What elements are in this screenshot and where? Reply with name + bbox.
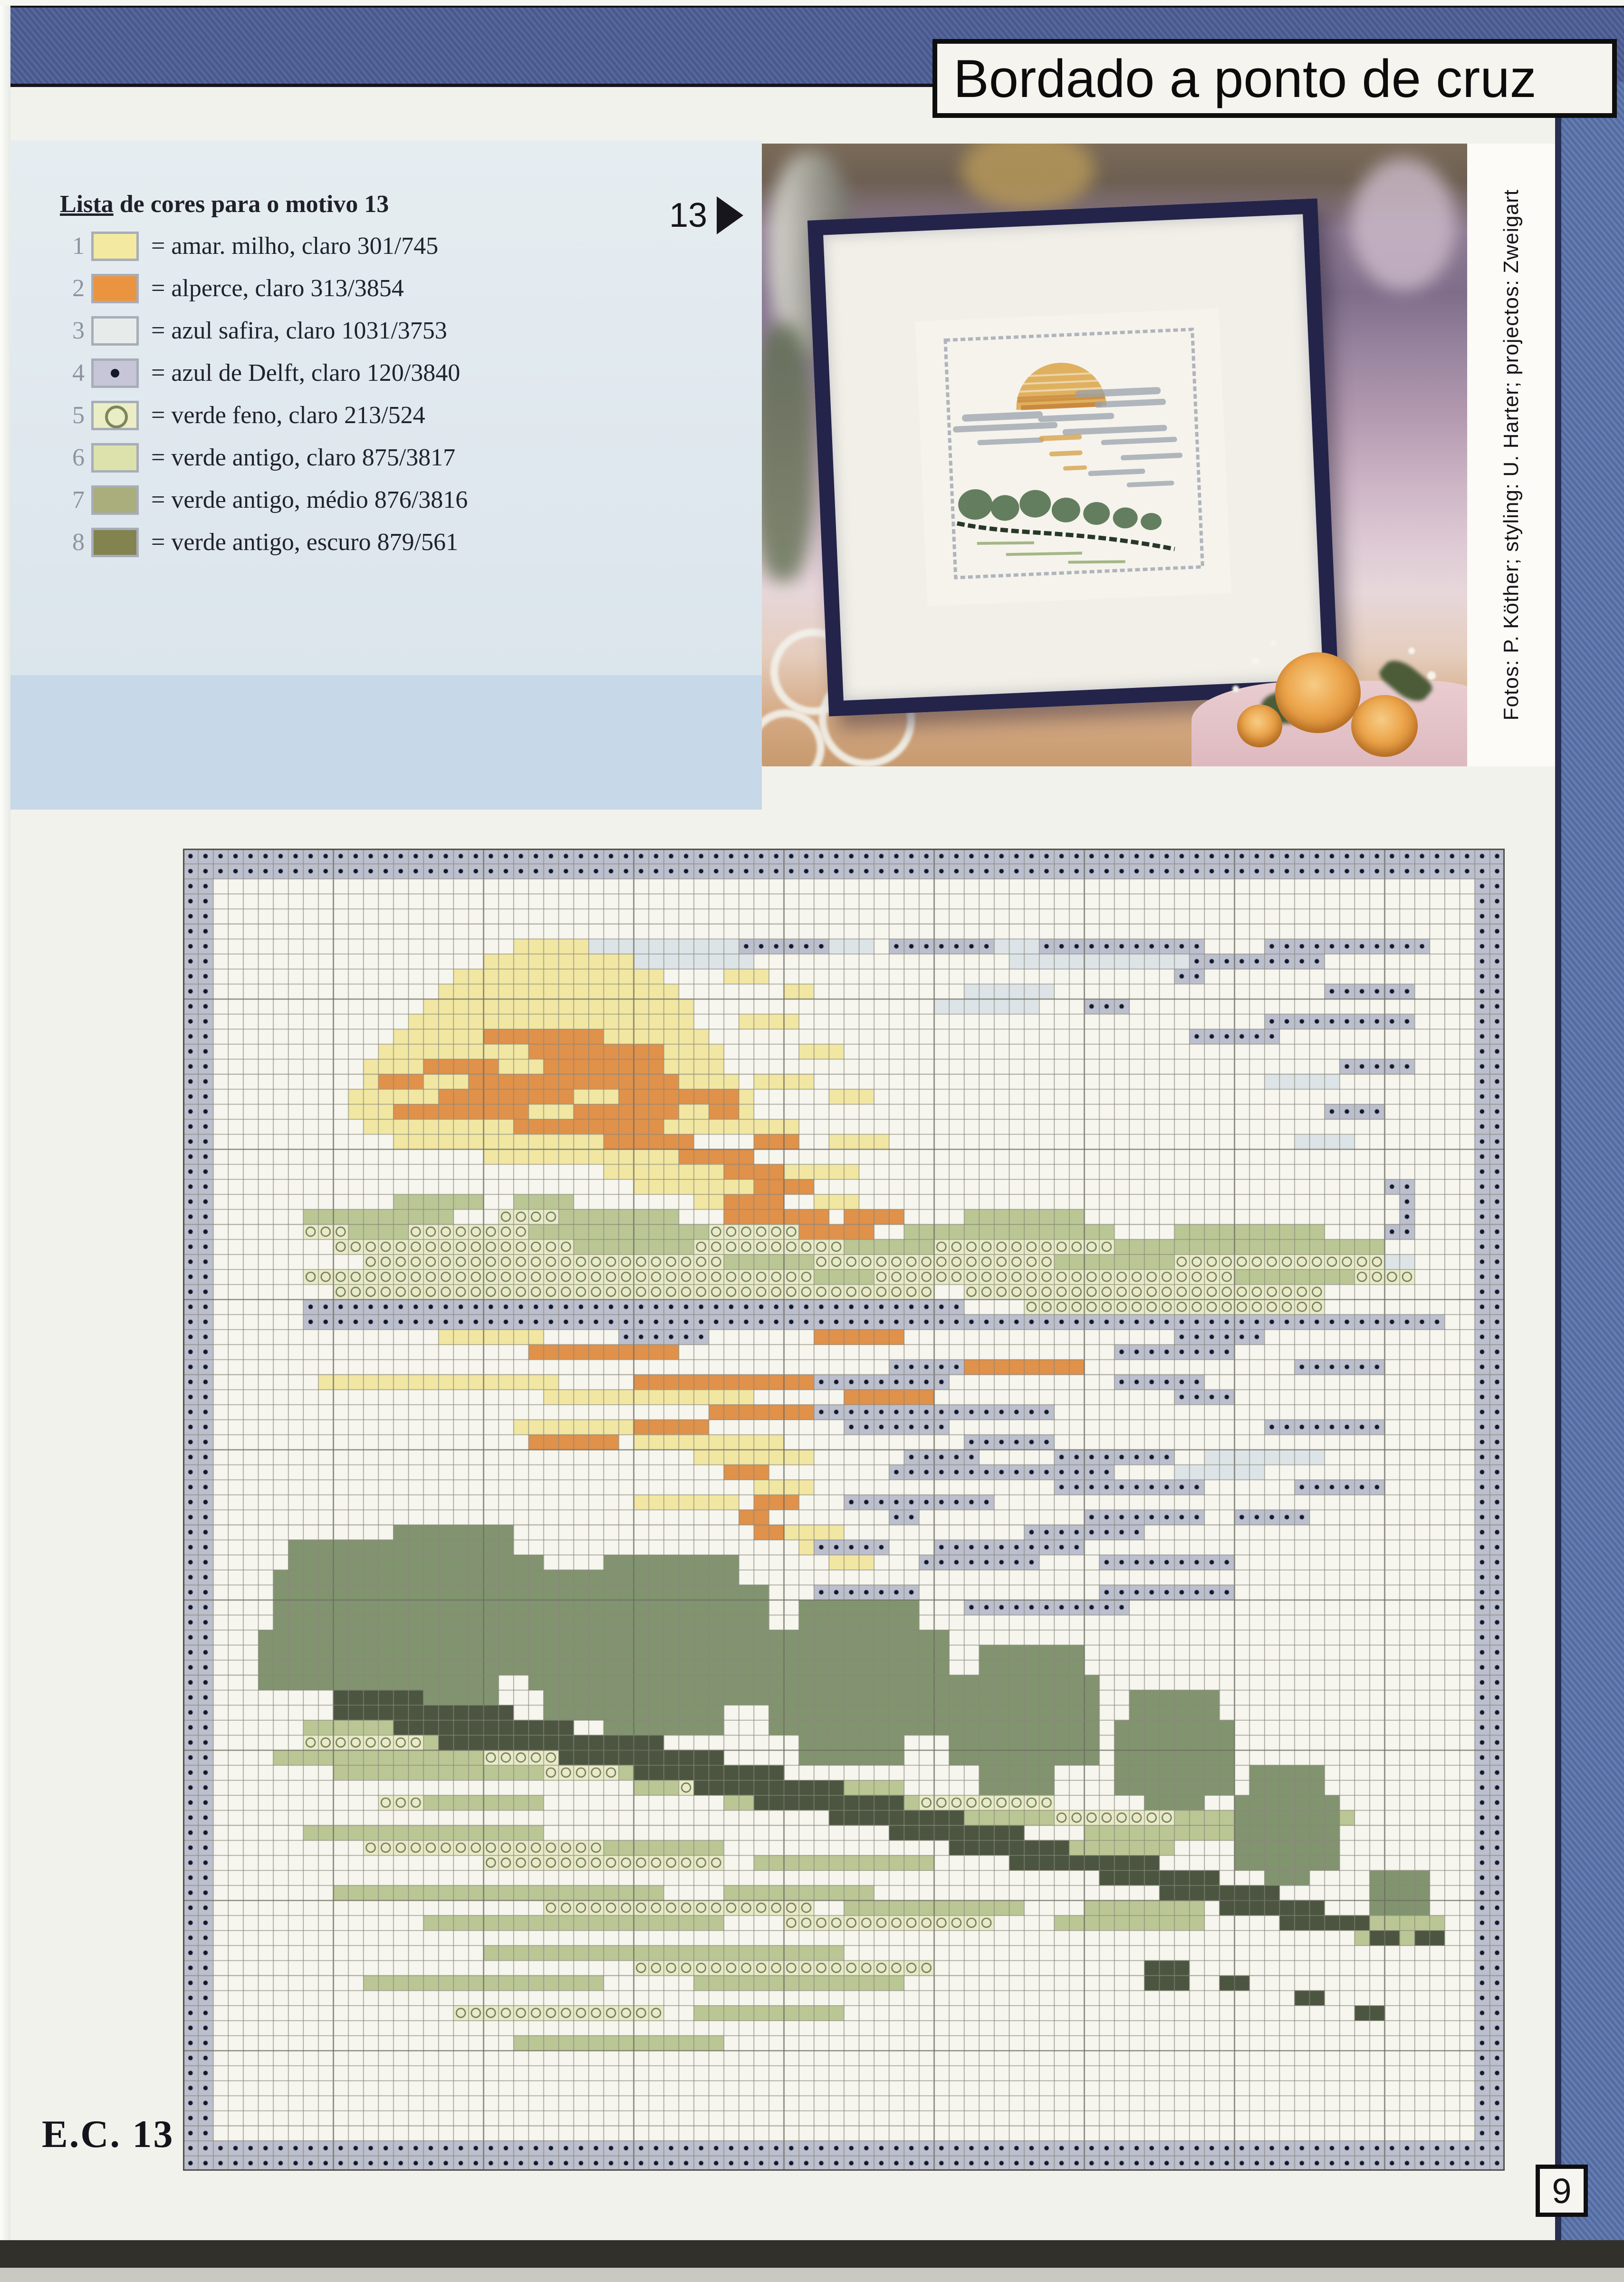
color-list-item (60, 436, 725, 479)
color-list-item (60, 394, 725, 436)
styled-photo (762, 144, 1467, 766)
color-swatch (91, 528, 139, 557)
green-glass (762, 324, 814, 581)
color-list-item (60, 352, 725, 394)
color-list-item (60, 479, 725, 521)
color-item-label: = verde antigo, claro 875/3817 (151, 444, 456, 471)
color-item-number: 4 (72, 359, 85, 387)
color-list-item (60, 521, 725, 563)
dot-symbol-icon (111, 369, 119, 377)
color-item-label: = verde antigo, escuro 879/561 (151, 529, 458, 556)
color-item-number: 1 (72, 232, 85, 260)
color-list-item (60, 267, 725, 309)
orange-rosebud (1237, 705, 1282, 747)
bottom-shadow-band (0, 2240, 1624, 2268)
figure-callout (669, 196, 743, 235)
color-swatch (91, 485, 139, 515)
color-swatch (91, 232, 139, 261)
color-swatch (91, 443, 139, 473)
color-item-label: = azul de Delft, claro 120/3840 (151, 359, 461, 387)
color-items (60, 225, 725, 563)
color-item-label: = azul safira, claro 1031/3753 (151, 317, 447, 344)
color-list-title (60, 190, 725, 218)
color-item-number: 2 (72, 275, 85, 302)
page-left-edge (0, 6, 10, 2240)
color-swatch (91, 358, 139, 388)
color-list-title-word: Lista (60, 191, 114, 218)
chart-label: E.C. 13 (42, 2112, 174, 2156)
denim-right-band (1555, 82, 1624, 2240)
color-item-number: 7 (72, 486, 85, 513)
cross-stitch-chart-canvas (183, 849, 1505, 2171)
color-swatch (91, 401, 139, 430)
embroidery-motif (915, 308, 1231, 606)
orange-rose (1351, 695, 1418, 757)
color-list-item (60, 309, 725, 352)
color-item-label: = amar. milho, claro 301/745 (151, 232, 439, 260)
color-list (60, 190, 725, 563)
color-list-item (60, 225, 725, 267)
color-item-number: 8 (72, 529, 85, 556)
color-item-number: 6 (72, 444, 85, 471)
color-swatch (91, 274, 139, 303)
gypsophila (1408, 648, 1415, 654)
gypsophila (1251, 657, 1259, 665)
photo-credit: Fotos: P. Köther; styling: U. Harter; projectos: Zweigart (1499, 189, 1523, 721)
color-swatch (91, 316, 139, 346)
section-header (932, 39, 1617, 118)
page-title: Bordado a ponto de cruz (953, 48, 1537, 108)
photo-frame (807, 198, 1339, 716)
color-item-number: 3 (72, 317, 85, 344)
page-number-box (1536, 2165, 1588, 2217)
figure-number: 13 (669, 196, 708, 234)
circle-symbol-icon (105, 406, 128, 428)
color-list-title-rest: de cores para o motivo 13 (113, 191, 389, 218)
arrow-right-icon (717, 196, 743, 234)
drape-highlight (1351, 158, 1456, 291)
page-top-margin (0, 0, 1624, 6)
color-item-number: 5 (72, 402, 85, 429)
gypsophila (1270, 640, 1276, 646)
photo-credit-strip (1467, 144, 1555, 766)
orange-rose (1275, 652, 1361, 733)
left-blue-panel-lower (10, 675, 762, 810)
color-item-label: = verde antigo, médio 876/3816 (151, 486, 468, 513)
color-item-label: = alperce, claro 313/3854 (151, 275, 404, 302)
gypsophila (1427, 671, 1436, 680)
color-item-label: = verde feno, claro 213/524 (151, 402, 425, 429)
page-number: 9 (1552, 2171, 1572, 2211)
gypsophila (1232, 686, 1239, 692)
bottom-edge-band (0, 2268, 1624, 2282)
cross-stitch-chart (183, 849, 1505, 2173)
